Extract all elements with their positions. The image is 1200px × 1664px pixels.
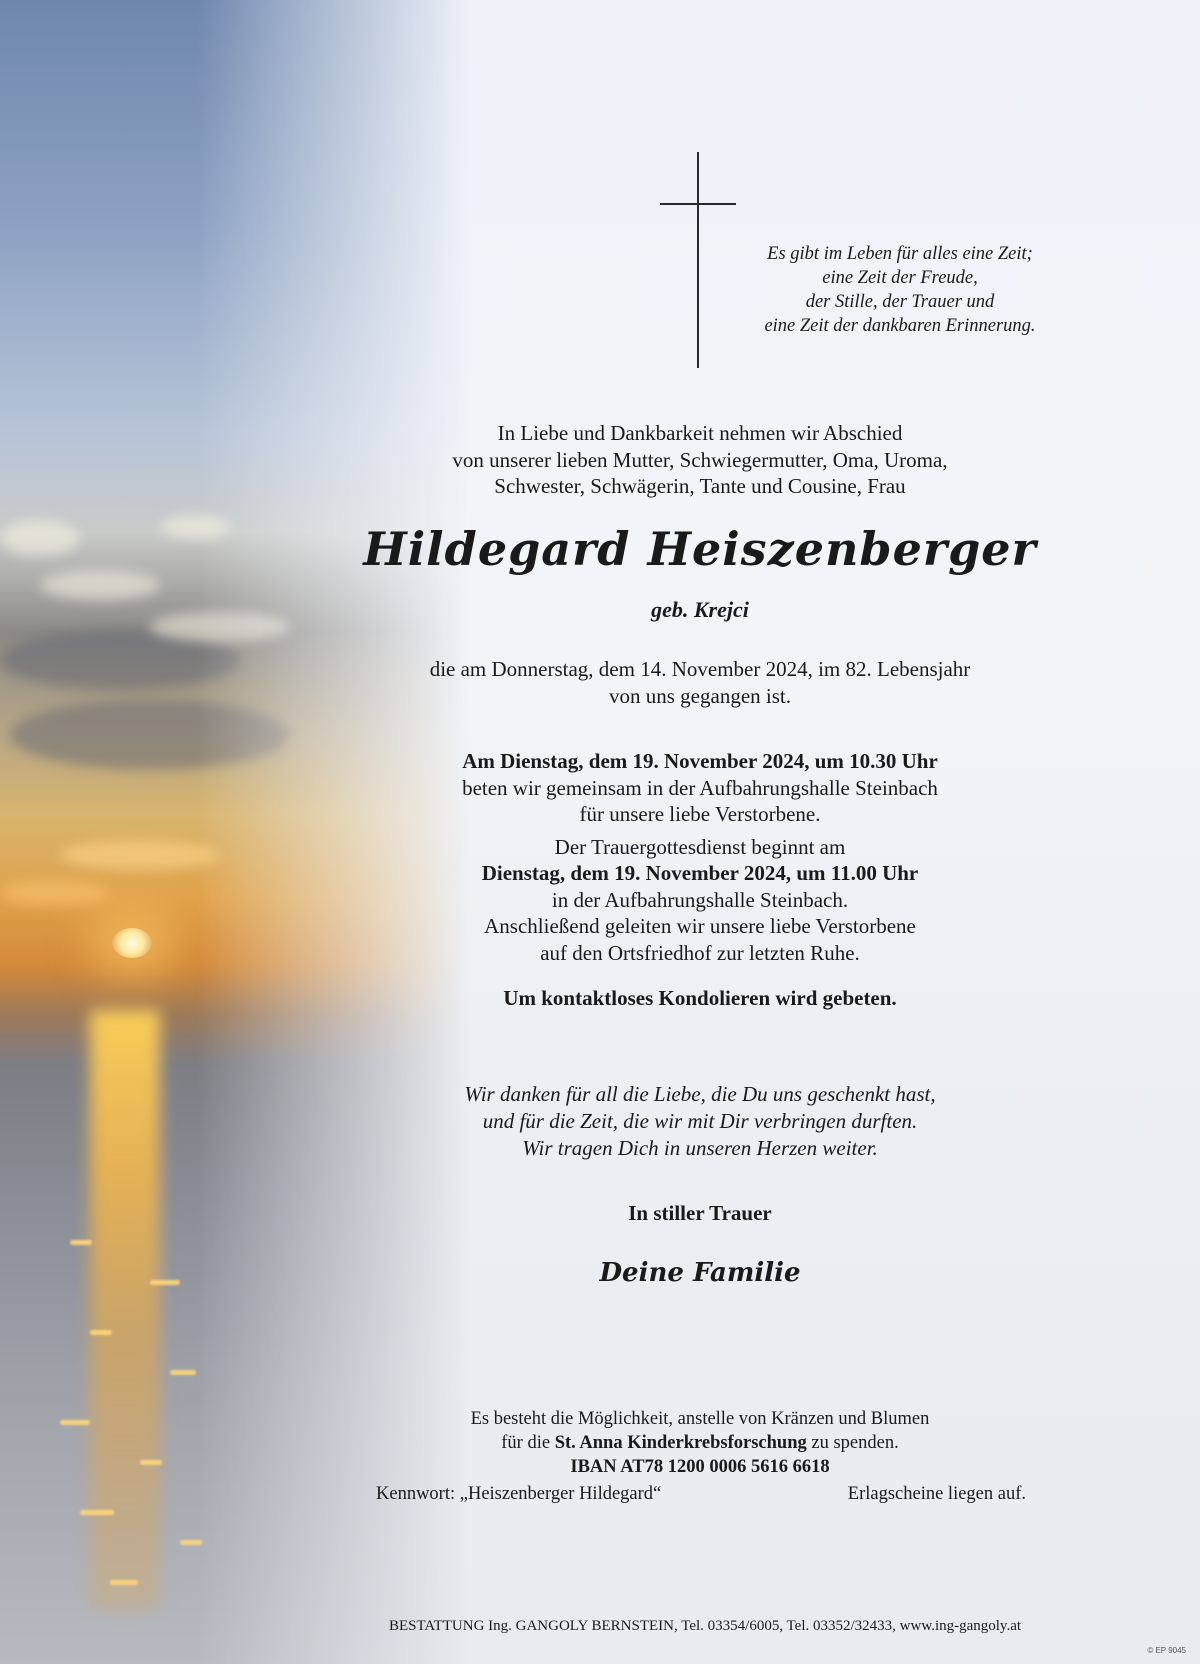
death-line: von uns gegangen ist. — [609, 683, 791, 708]
donation-iban: IBAN AT78 1200 0006 5616 6618 — [570, 1457, 830, 1477]
funeral-line: in der Aufbahrungshalle Steinbach. — [551, 887, 849, 912]
donation-prefix: für die — [501, 1433, 555, 1453]
prayer-line: beten wir gemeinsam in der Aufbahrungshalle Steinbach — [462, 775, 938, 800]
latin-cross-bar — [660, 203, 736, 205]
funeral-line: auf den Ortsfriedhof zur letzten Ruhe. — [540, 940, 860, 965]
mourning-line: In stiller Trauer — [628, 1201, 772, 1225]
prayer-line: für unsere liebe Verstorbene. — [579, 802, 821, 826]
intro-line: In Liebe und Dankbarkeit nehmen wir Abschied — [497, 421, 903, 445]
donation-line — [300, 1431, 1100, 1455]
family-signature: Deine Familie — [599, 1258, 801, 1288]
intro-line: Schwester, Schwägerin, Tante und Cousine, Frau — [494, 474, 906, 498]
sun-reflection — [90, 1010, 160, 1610]
death-notice — [300, 656, 1100, 709]
thanks-verse — [300, 1081, 1100, 1162]
thanks-line: und für die Zeit, die wir mit Dir verbringen durften. — [482, 1109, 918, 1133]
donation-slips: Erlagscheine liegen auf. — [847, 1484, 1026, 1504]
motto-line: der Stille, der Trauer und — [805, 292, 995, 312]
motto-line: eine Zeit der Freude, — [822, 268, 978, 288]
condolence-note: Um kontaktloses Kondolieren wird gebeten. — [503, 986, 897, 1010]
funeral-home-footer: BESTATTUNG Ing. GANGOLY BERNSTEIN, Tel. 03354/6005, Tel. 03352/32433, www.ing-gangoly.at — [388, 1618, 1022, 1634]
donation-suffix: zu spenden. — [806, 1433, 899, 1453]
donation-info — [300, 1407, 1100, 1479]
intro-line: von unserer lieben Mutter, Schwiegermutter, Oma, Uroma, — [452, 447, 948, 472]
donation-line: Es besteht die Möglichkeit, anstelle von Kränzen und Blumen — [470, 1409, 930, 1429]
motto-verse — [705, 242, 1095, 338]
donation-organization: St. Anna Kinderkrebsforschung — [554, 1433, 807, 1453]
donation-keyword: Kennwort: „Heiszenberger Hildegard“ — [376, 1484, 662, 1504]
funeral-date: Dienstag, dem 19. November 2024, um 11.00 Uhr — [481, 861, 919, 885]
latin-cross-icon — [697, 152, 699, 368]
motto-line: Es gibt im Leben für alles eine Zeit; — [767, 244, 1033, 264]
print-code: © EP 9045 — [1147, 1646, 1186, 1655]
thanks-line: Wir tragen Dich in unseren Herzen weiter. — [522, 1136, 878, 1160]
prayer-date: Am Dienstag, dem 19. November 2024, um 10.30 Uhr — [462, 749, 938, 773]
deceased-name: Hildegard Heiszenberger — [363, 522, 1037, 576]
service-details — [300, 748, 1100, 966]
intro-text — [300, 420, 1100, 500]
thanks-line: Wir danken für all die Liebe, die Du uns geschenkt hast, — [464, 1082, 936, 1106]
funeral-line: Anschließend geleiten wir unsere liebe Verstorbene — [484, 914, 916, 938]
motto-line: eine Zeit der dankbaren Erinnerung. — [764, 316, 1036, 336]
donation-details-row — [376, 1484, 1026, 1505]
sun — [112, 928, 152, 958]
maiden-name: geb. Krejci — [651, 597, 749, 622]
funeral-intro: Der Trauergottesdienst beginnt am — [554, 834, 846, 859]
death-line: die am Donnerstag, dem 14. November 2024, im 82. Lebensjahr — [429, 657, 971, 681]
